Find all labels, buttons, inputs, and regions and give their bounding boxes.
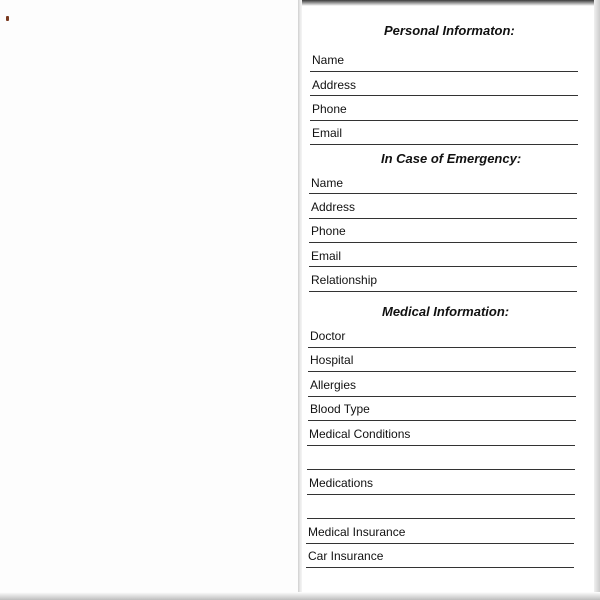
page-speck [6, 16, 9, 21]
emergency-name-label: Name [311, 176, 344, 190]
personal-phone-label: Phone [312, 102, 347, 116]
page-right-edge [594, 0, 600, 600]
medical-medications-label: Medications [309, 476, 374, 490]
emergency-phone-line[interactable] [309, 242, 577, 243]
medical-blood-type-label: Blood Type [310, 402, 370, 416]
medical-insurance-label: Medical Insurance [308, 525, 406, 539]
medical-doctor-line[interactable] [308, 347, 576, 348]
page-bottom-edge [0, 592, 600, 600]
emergency-email-line[interactable] [309, 266, 577, 267]
emergency-relationship-line[interactable] [309, 291, 577, 292]
personal-name-line[interactable] [310, 71, 578, 72]
medical-heading: Medical Information: [382, 304, 510, 319]
emergency-relationship-label: Relationship [311, 273, 378, 287]
car-insurance-label: Car Insurance [308, 549, 384, 563]
personal-email-label: Email [312, 126, 343, 140]
emergency-phone-label: Phone [311, 224, 346, 238]
medical-conditions-line-2[interactable] [307, 469, 575, 470]
medical-conditions-label: Medical Conditions [309, 427, 411, 441]
medical-allergies-line[interactable] [308, 396, 576, 397]
left-blank-page [0, 0, 298, 600]
medical-insurance-line[interactable] [306, 543, 574, 544]
medical-medications-line-2[interactable] [307, 518, 575, 519]
emergency-address-line[interactable] [309, 218, 577, 219]
personal-name-label: Name [312, 53, 345, 67]
medical-conditions-line-1[interactable] [307, 445, 575, 446]
car-insurance-line[interactable] [306, 567, 574, 568]
personal-info-heading: Personal Informaton: [384, 23, 515, 38]
medical-hospital-label: Hospital [310, 353, 354, 367]
emergency-heading: In Case of Emergency: [381, 151, 522, 166]
personal-email-line[interactable] [310, 144, 578, 145]
personal-phone-line[interactable] [310, 120, 578, 121]
personal-address-label: Address [312, 78, 357, 92]
personal-address-line[interactable] [310, 95, 578, 96]
emergency-name-line[interactable] [309, 193, 577, 194]
medical-doctor-label: Doctor [310, 329, 346, 343]
emergency-email-label: Email [311, 249, 342, 263]
medical-medications-line-1[interactable] [307, 494, 575, 495]
emergency-address-label: Address [311, 200, 356, 214]
page-top-edge [302, 0, 600, 6]
medical-hospital-line[interactable] [308, 371, 576, 372]
medical-blood-type-line[interactable] [308, 420, 576, 421]
medical-allergies-label: Allergies [310, 378, 357, 392]
